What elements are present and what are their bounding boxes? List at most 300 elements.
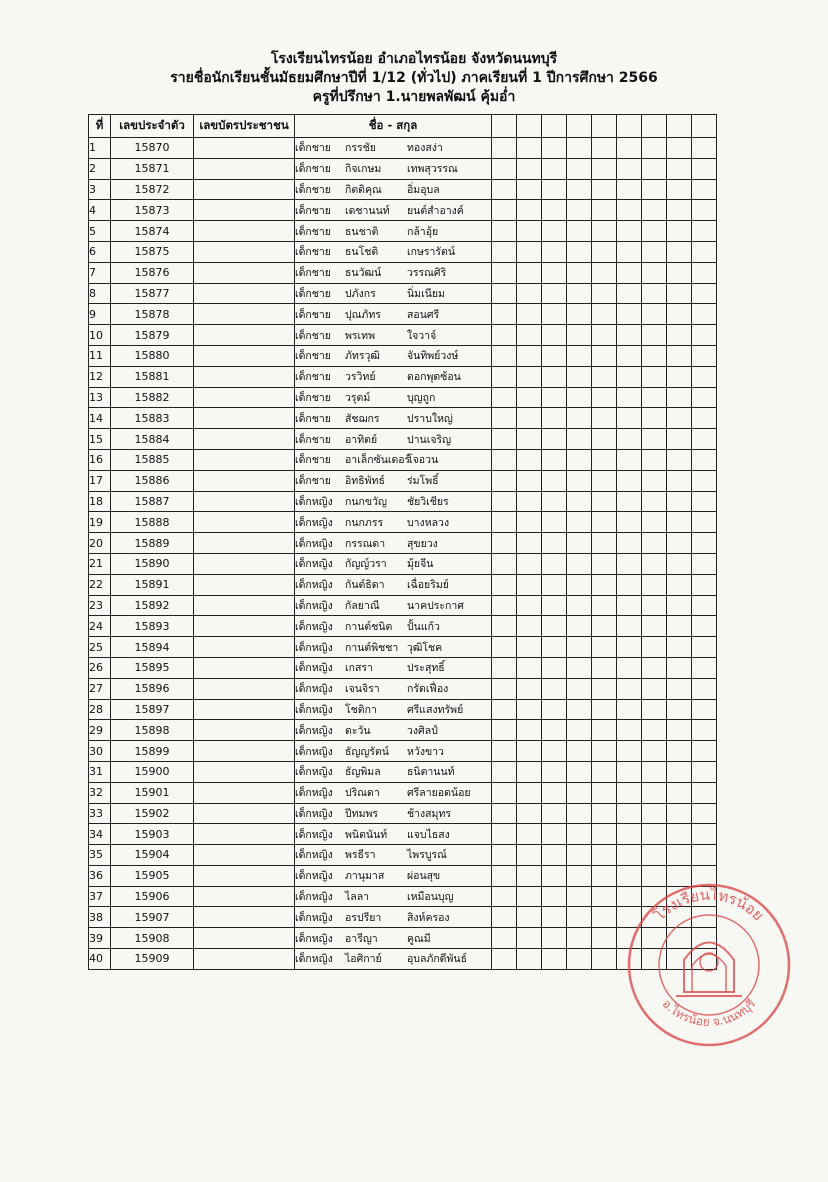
blank-cell <box>517 345 542 366</box>
blank-cell <box>667 221 692 242</box>
blank-cell <box>592 429 617 450</box>
citizen-id-cell <box>194 158 295 179</box>
blank-cell <box>492 325 517 346</box>
blank-cell <box>567 304 592 325</box>
blank-cell <box>542 200 567 221</box>
last-name: ยนต์สำอางค์ <box>407 204 464 217</box>
blank-cell <box>567 699 592 720</box>
student-name <box>295 179 492 200</box>
student-name <box>295 200 492 221</box>
first-name: โชติกา <box>345 703 377 716</box>
blank-cell <box>492 553 517 574</box>
last-name: สิงห์ครอง <box>407 911 450 924</box>
blank-cell <box>567 387 592 408</box>
first-name: ภานุมาส <box>345 870 385 883</box>
column-header-no: ที่ <box>89 115 111 138</box>
row-number: 32 <box>89 782 111 803</box>
table-row <box>89 553 717 574</box>
blank-cell <box>517 845 542 866</box>
citizen-id-cell <box>194 637 295 658</box>
blank-cell <box>617 325 642 346</box>
blank-cell <box>492 449 517 470</box>
student-id: 15885 <box>111 449 194 470</box>
student-id: 15897 <box>111 699 194 720</box>
blank-cell <box>667 429 692 450</box>
table-row <box>89 408 717 429</box>
last-name: แจบไธสง <box>407 828 450 841</box>
name-prefix: เด็กชาย <box>295 308 331 321</box>
citizen-id-cell <box>194 408 295 429</box>
blank-cell <box>567 574 592 595</box>
blank-cell <box>617 241 642 262</box>
blank-cell <box>567 845 592 866</box>
table-row <box>89 512 717 533</box>
blank-cell <box>542 304 567 325</box>
blank-cell <box>567 221 592 242</box>
blank-cell <box>692 179 717 200</box>
blank-cell <box>492 179 517 200</box>
name-prefix: เด็กหญิง <box>295 891 333 904</box>
student-name <box>295 741 492 762</box>
blank-cell <box>592 657 617 678</box>
name-prefix: เด็กชาย <box>295 246 331 259</box>
blank-cell <box>617 720 642 741</box>
blank-cell <box>567 949 592 970</box>
blank-cell <box>592 470 617 491</box>
last-name: เหมือนบุญ <box>407 891 454 904</box>
column-header-name: ชื่อ - สกุล <box>295 115 492 138</box>
row-number: 33 <box>89 803 111 824</box>
citizen-id-cell <box>194 470 295 491</box>
last-name: ร่มโพธิ์ <box>407 475 439 488</box>
blank-column-header <box>692 115 717 138</box>
row-number: 1 <box>89 138 111 159</box>
blank-cell <box>542 574 567 595</box>
blank-cell <box>667 387 692 408</box>
blank-cell <box>642 179 667 200</box>
blank-cell <box>542 637 567 658</box>
blank-cell <box>492 366 517 387</box>
blank-cell <box>617 678 642 699</box>
citizen-id-cell <box>194 949 295 970</box>
table-row <box>89 262 717 283</box>
blank-cell <box>592 949 617 970</box>
blank-cell <box>692 138 717 159</box>
student-name <box>295 637 492 658</box>
blank-cell <box>617 449 642 470</box>
blank-column-header <box>642 115 667 138</box>
blank-cell <box>667 616 692 637</box>
blank-cell <box>542 845 567 866</box>
row-number: 3 <box>89 179 111 200</box>
blank-cell <box>692 366 717 387</box>
blank-cell <box>692 325 717 346</box>
student-id: 15875 <box>111 241 194 262</box>
blank-cell <box>517 824 542 845</box>
blank-cell <box>592 221 617 242</box>
blank-cell <box>692 200 717 221</box>
blank-cell <box>642 699 667 720</box>
name-prefix: เด็กชาย <box>295 267 331 280</box>
student-roster-table <box>88 114 717 970</box>
last-name: จันทิพย์วงษ์ <box>407 350 459 363</box>
student-name <box>295 949 492 970</box>
blank-cell <box>667 845 692 866</box>
blank-cell <box>642 782 667 803</box>
student-name <box>295 574 492 595</box>
blank-column-header <box>592 115 617 138</box>
blank-cell <box>517 699 542 720</box>
last-name: โจอวน <box>407 454 439 467</box>
table-row <box>89 366 717 387</box>
last-name: ปราบใหญ่ <box>407 412 453 425</box>
blank-cell <box>492 470 517 491</box>
first-name: อารีญา <box>345 932 378 945</box>
blank-cell <box>642 553 667 574</box>
blank-cell <box>642 138 667 159</box>
student-id: 15876 <box>111 262 194 283</box>
blank-cell <box>542 928 567 949</box>
last-name: ปั้นแก้ว <box>407 620 440 633</box>
blank-cell <box>492 241 517 262</box>
blank-cell <box>542 865 567 886</box>
table-row <box>89 782 717 803</box>
last-name: อิ่มอุบล <box>407 183 440 196</box>
last-name: เฉื่อยริมย์ <box>407 579 449 592</box>
last-name: เกษรารัตน์ <box>407 246 456 259</box>
blank-cell <box>592 720 617 741</box>
blank-cell <box>692 449 717 470</box>
blank-cell <box>517 221 542 242</box>
last-name: ธนิตานนท์ <box>407 766 455 779</box>
table-row <box>89 720 717 741</box>
last-name: หวังขาว <box>407 745 444 758</box>
blank-cell <box>567 408 592 429</box>
first-name: อิทธิพัทธ์ <box>345 475 385 488</box>
blank-cell <box>492 283 517 304</box>
row-number: 20 <box>89 533 111 554</box>
student-id: 15906 <box>111 886 194 907</box>
first-name: กานต์ชนิต <box>345 620 393 633</box>
last-name: นิ่มเนียม <box>407 287 445 300</box>
blank-cell <box>517 200 542 221</box>
blank-cell <box>692 699 717 720</box>
student-name <box>295 241 492 262</box>
svg-text:โรงเรียนไทรน้อย <box>651 886 768 925</box>
row-number: 28 <box>89 699 111 720</box>
citizen-id-cell <box>194 595 295 616</box>
blank-cell <box>542 949 567 970</box>
name-prefix: เด็กหญิง <box>295 724 333 737</box>
blank-cell <box>667 824 692 845</box>
blank-cell <box>542 179 567 200</box>
blank-cell <box>667 761 692 782</box>
blank-cell <box>617 387 642 408</box>
student-id: 15901 <box>111 782 194 803</box>
blank-cell <box>567 657 592 678</box>
first-name: ธนชาติ <box>345 225 379 238</box>
student-id: 15873 <box>111 200 194 221</box>
citizen-id-cell <box>194 512 295 533</box>
student-id: 15903 <box>111 824 194 845</box>
blank-cell <box>567 907 592 928</box>
blank-cell <box>492 408 517 429</box>
blank-cell <box>517 949 542 970</box>
table-row <box>89 928 717 949</box>
blank-cell <box>567 928 592 949</box>
blank-cell <box>617 179 642 200</box>
blank-cell <box>692 283 717 304</box>
name-prefix: เด็กหญิง <box>295 558 333 571</box>
blank-cell <box>542 595 567 616</box>
student-name <box>295 782 492 803</box>
blank-cell <box>642 720 667 741</box>
blank-cell <box>542 824 567 845</box>
name-prefix: เด็กชาย <box>295 350 331 363</box>
last-name: ดอกพุดซ้อน <box>407 371 461 384</box>
table-row <box>89 304 717 325</box>
blank-column-header <box>617 115 642 138</box>
citizen-id-cell <box>194 845 295 866</box>
blank-cell <box>592 241 617 262</box>
name-prefix: เด็กชาย <box>295 433 331 446</box>
student-name <box>295 886 492 907</box>
name-prefix: เด็กชาย <box>295 371 331 384</box>
blank-cell <box>642 200 667 221</box>
blank-cell <box>492 387 517 408</box>
first-name: กนกขวัญ <box>345 495 387 508</box>
student-name <box>295 699 492 720</box>
first-name: ตะวัน <box>345 724 371 737</box>
row-number: 24 <box>89 616 111 637</box>
blank-cell <box>492 304 517 325</box>
first-name: กรรชัย <box>345 142 376 155</box>
student-id: 15878 <box>111 304 194 325</box>
blank-cell <box>642 325 667 346</box>
last-name: วรรณศิริ <box>407 267 447 280</box>
blank-cell <box>592 782 617 803</box>
table-row <box>89 824 717 845</box>
blank-cell <box>592 824 617 845</box>
column-header-student-id: เลขประจำตัว <box>111 115 194 138</box>
blank-cell <box>592 803 617 824</box>
blank-cell <box>667 699 692 720</box>
student-id: 15893 <box>111 616 194 637</box>
student-name <box>295 325 492 346</box>
blank-cell <box>592 845 617 866</box>
blank-cell <box>517 429 542 450</box>
blank-cell <box>667 720 692 741</box>
last-name: ใจวาจ์ <box>407 329 437 342</box>
blank-cell <box>642 533 667 554</box>
student-id: 15880 <box>111 345 194 366</box>
name-prefix: เด็กหญิง <box>295 662 333 675</box>
student-name <box>295 262 492 283</box>
blank-cell <box>667 200 692 221</box>
name-prefix: เด็กหญิง <box>295 683 333 696</box>
row-number: 4 <box>89 200 111 221</box>
blank-cell <box>617 533 642 554</box>
blank-cell <box>692 304 717 325</box>
blank-cell <box>642 678 667 699</box>
first-name: ธัญญรัตน์ <box>345 745 389 758</box>
blank-cell <box>592 387 617 408</box>
student-id: 15904 <box>111 845 194 866</box>
blank-cell <box>492 761 517 782</box>
row-number: 10 <box>89 325 111 346</box>
student-id: 15891 <box>111 574 194 595</box>
blank-cell <box>617 782 642 803</box>
citizen-id-cell <box>194 699 295 720</box>
first-name: กัญญ์วรา <box>345 558 387 571</box>
last-name: ผ่อนสุข <box>407 870 441 883</box>
last-name: ชัยวิเชียร <box>407 495 449 508</box>
blank-cell <box>542 699 567 720</box>
blank-cell <box>592 637 617 658</box>
document-header <box>0 50 828 107</box>
blank-cell <box>517 616 542 637</box>
student-id: 15872 <box>111 179 194 200</box>
blank-cell <box>617 574 642 595</box>
blank-cell <box>592 283 617 304</box>
blank-cell <box>492 907 517 928</box>
blank-cell <box>567 637 592 658</box>
last-name: สอนศรี <box>407 308 440 321</box>
row-number: 29 <box>89 720 111 741</box>
blank-cell <box>617 200 642 221</box>
blank-cell <box>642 221 667 242</box>
blank-cell <box>492 512 517 533</box>
citizen-id-cell <box>194 824 295 845</box>
blank-cell <box>492 491 517 512</box>
column-header-citizen-id: เลขบัตรประชาชน <box>194 115 295 138</box>
first-name: เกสรา <box>345 662 373 675</box>
name-prefix: เด็กหญิง <box>295 599 333 612</box>
blank-cell <box>542 345 567 366</box>
student-id: 15877 <box>111 283 194 304</box>
name-prefix: เด็กหญิง <box>295 807 333 820</box>
first-name: ปุณภัทร <box>345 308 381 321</box>
student-name <box>295 865 492 886</box>
blank-cell <box>592 886 617 907</box>
blank-cell <box>617 845 642 866</box>
blank-cell <box>542 741 567 762</box>
blank-cell <box>517 595 542 616</box>
blank-cell <box>567 886 592 907</box>
student-id: 15879 <box>111 325 194 346</box>
name-prefix: เด็กหญิง <box>295 620 333 633</box>
blank-cell <box>517 387 542 408</box>
blank-cell <box>492 678 517 699</box>
row-number: 2 <box>89 158 111 179</box>
blank-cell <box>517 241 542 262</box>
student-id: 15871 <box>111 158 194 179</box>
blank-cell <box>692 553 717 574</box>
blank-cell <box>617 595 642 616</box>
blank-cell <box>692 429 717 450</box>
student-name <box>295 720 492 741</box>
table-row <box>89 470 717 491</box>
last-name: กล้าอุ้ย <box>407 225 439 238</box>
blank-cell <box>692 221 717 242</box>
blank-cell <box>517 865 542 886</box>
citizen-id-cell <box>194 241 295 262</box>
blank-cell <box>567 595 592 616</box>
row-number: 9 <box>89 304 111 325</box>
table-row <box>89 699 717 720</box>
blank-cell <box>642 845 667 866</box>
name-prefix: เด็กหญิง <box>295 932 333 945</box>
blank-cell <box>617 221 642 242</box>
blank-cell <box>592 574 617 595</box>
blank-cell <box>567 678 592 699</box>
student-name <box>295 491 492 512</box>
blank-cell <box>517 574 542 595</box>
name-prefix: เด็กชาย <box>295 475 331 488</box>
student-name <box>295 470 492 491</box>
row-number: 37 <box>89 886 111 907</box>
first-name: กิจเกษม <box>345 163 382 176</box>
blank-cell <box>642 387 667 408</box>
blank-cell <box>492 699 517 720</box>
blank-cell <box>517 283 542 304</box>
citizen-id-cell <box>194 345 295 366</box>
citizen-id-cell <box>194 865 295 886</box>
row-number: 26 <box>89 657 111 678</box>
name-prefix: เด็กชาย <box>295 204 331 217</box>
first-name: ธนโชติ <box>345 246 379 259</box>
blank-cell <box>642 741 667 762</box>
table-row <box>89 241 717 262</box>
blank-cell <box>517 533 542 554</box>
blank-cell <box>592 678 617 699</box>
blank-cell <box>592 699 617 720</box>
student-name <box>295 387 492 408</box>
blank-cell <box>517 408 542 429</box>
blank-cell <box>542 720 567 741</box>
row-number: 21 <box>89 553 111 574</box>
blank-cell <box>617 553 642 574</box>
table-row <box>89 657 717 678</box>
blank-cell <box>592 345 617 366</box>
blank-cell <box>692 241 717 262</box>
blank-cell <box>692 491 717 512</box>
blank-cell <box>592 533 617 554</box>
table-row <box>89 637 717 658</box>
student-id: 15890 <box>111 553 194 574</box>
student-id: 15881 <box>111 366 194 387</box>
blank-cell <box>517 678 542 699</box>
row-number: 25 <box>89 637 111 658</box>
blank-cell <box>642 366 667 387</box>
row-number: 36 <box>89 865 111 886</box>
citizen-id-cell <box>194 678 295 699</box>
blank-cell <box>667 283 692 304</box>
blank-cell <box>642 408 667 429</box>
blank-cell <box>517 928 542 949</box>
blank-cell <box>517 741 542 762</box>
student-name <box>295 533 492 554</box>
blank-cell <box>517 907 542 928</box>
student-id: 15886 <box>111 470 194 491</box>
blank-cell <box>692 158 717 179</box>
last-name: วุฒิโชค <box>407 641 443 654</box>
student-id: 15888 <box>111 512 194 533</box>
blank-cell <box>542 616 567 637</box>
last-name: คูณมี <box>407 932 431 945</box>
blank-cell <box>567 533 592 554</box>
student-id: 15899 <box>111 741 194 762</box>
